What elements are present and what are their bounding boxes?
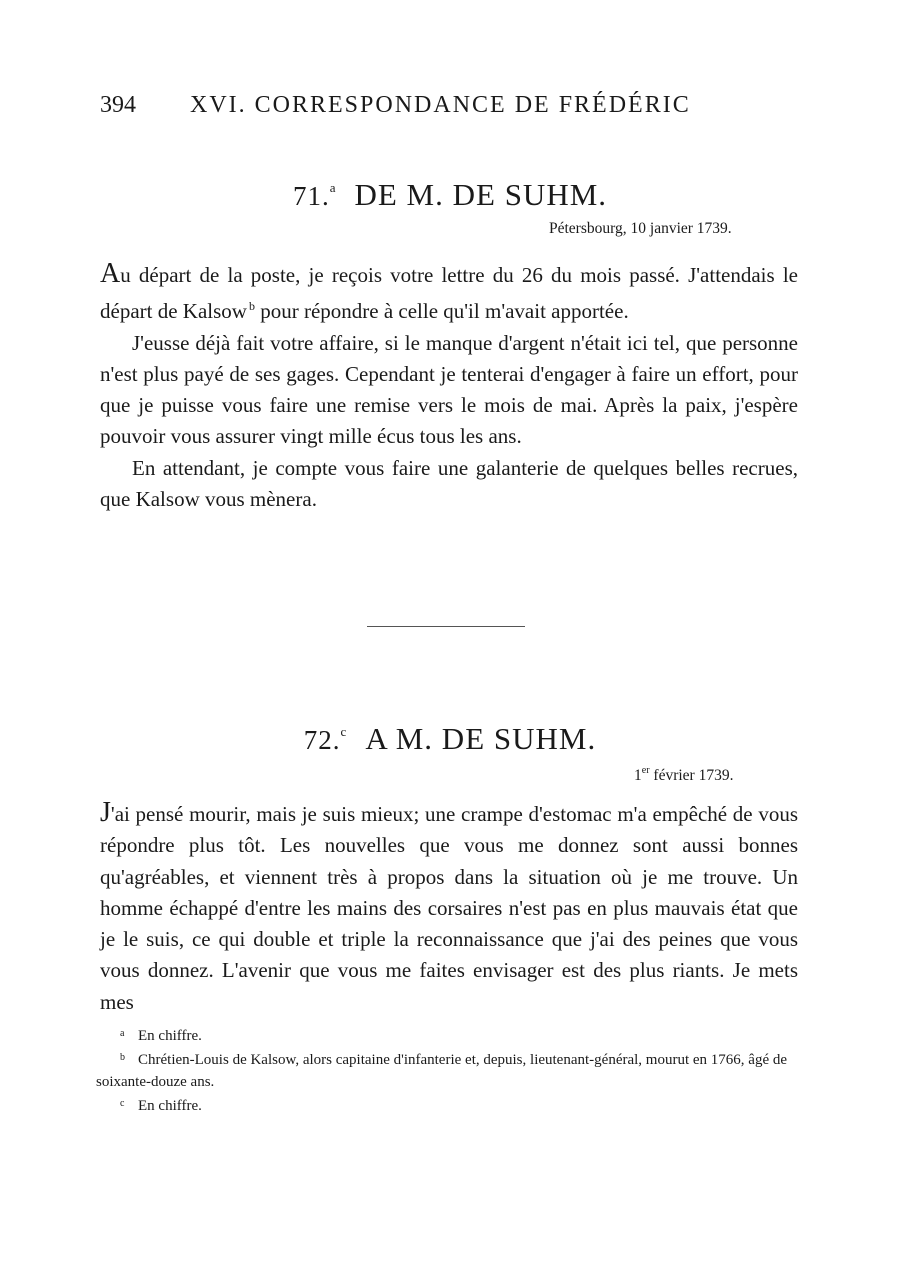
drop-cap: A	[100, 258, 121, 289]
footnote-text: En chiffre.	[138, 1098, 202, 1114]
date-day: 1	[634, 767, 642, 784]
paragraph	[100, 797, 798, 1018]
letter-title: A M. DE SUHM.	[365, 721, 597, 756]
footnote	[96, 1047, 796, 1093]
letter-number-footnote-ref: a	[329, 180, 337, 195]
paragraph-text: 'ai pensé mourir, mais je suis mieux; une crampe d'estomac m'a empêché de vous répondre plus tôt. Les nouvelles que vous me donnez sont aussi bonnes qu'agréables, et viennent très à propos dans la situation où je me trouve. Un homme échappé d'entre les mains des corsaires n'est pas en plus mauvais état que je le suis, ce qui double et triple la reconnaissance que j'ai des peines que vous vous donnez. L'avenir que vous me faites envisager est des plus riants. Je mets mes	[100, 802, 798, 1014]
paragraph	[100, 258, 798, 328]
date-ordinal: er	[641, 765, 650, 776]
letter-71-dateline: Pétersbourg, 10 janvier 1739.	[549, 220, 732, 237]
footnote-mark: a	[120, 1028, 125, 1039]
footnote-text: Chrétien-Louis de Kalsow, alors capitaine d'infanterie et, depuis, lieutenant-général, mourut en 1766, âgé de soixante-douze ans.	[96, 1052, 788, 1090]
paragraph-text: u départ de la poste, je reçois votre lettre du 26 du mois passé. J'attendais le départ de Kalsow	[100, 263, 798, 324]
letter-number-footnote-ref: c	[340, 724, 348, 739]
footnote-text: En chiffre.	[138, 1028, 202, 1044]
paragraph: J'eusse déjà fait votre affaire, si le manque d'argent n'était ici tel, que personne n'est plus payé de ses gages. Cependant je tenterai d'engager à faire un effort, pour que je puisse vous faire une remise vers le mois de mai. Après la paix, j'espère pouvoir vous assurer vingt mille écus tous les ans.	[100, 330, 798, 449]
letter-72-dateline	[634, 760, 733, 787]
footnote	[96, 1093, 796, 1117]
section-divider	[367, 626, 525, 627]
paragraph: En attendant, je compte vous faire une galanterie de quelques belles recrues, que Kalsow vous mènera.	[100, 455, 798, 512]
date-rest: février 1739.	[649, 767, 734, 784]
letter-71-heading	[100, 168, 800, 216]
letter-71-body	[100, 258, 798, 515]
letter-number: 71.	[292, 181, 330, 211]
page-number: 394	[100, 92, 136, 118]
letter-72-body	[100, 797, 798, 1018]
letter-number: 72.	[303, 725, 341, 755]
running-title: XVI. CORRESPONDANCE DE FRÉDÉRIC	[190, 92, 691, 118]
letter-title: DE M. DE SUHM.	[354, 177, 608, 212]
footnotes	[96, 1023, 796, 1117]
footnote-mark: c	[120, 1098, 125, 1109]
footnote-mark: b	[120, 1052, 125, 1063]
letter-72-heading	[100, 712, 800, 760]
page-header	[100, 88, 800, 122]
drop-cap: J	[100, 797, 111, 828]
paragraph-text: pour répondre à celle qu'il m'avait apportée.	[254, 299, 629, 324]
footnote-ref: b	[248, 299, 255, 314]
footnote	[96, 1023, 796, 1047]
